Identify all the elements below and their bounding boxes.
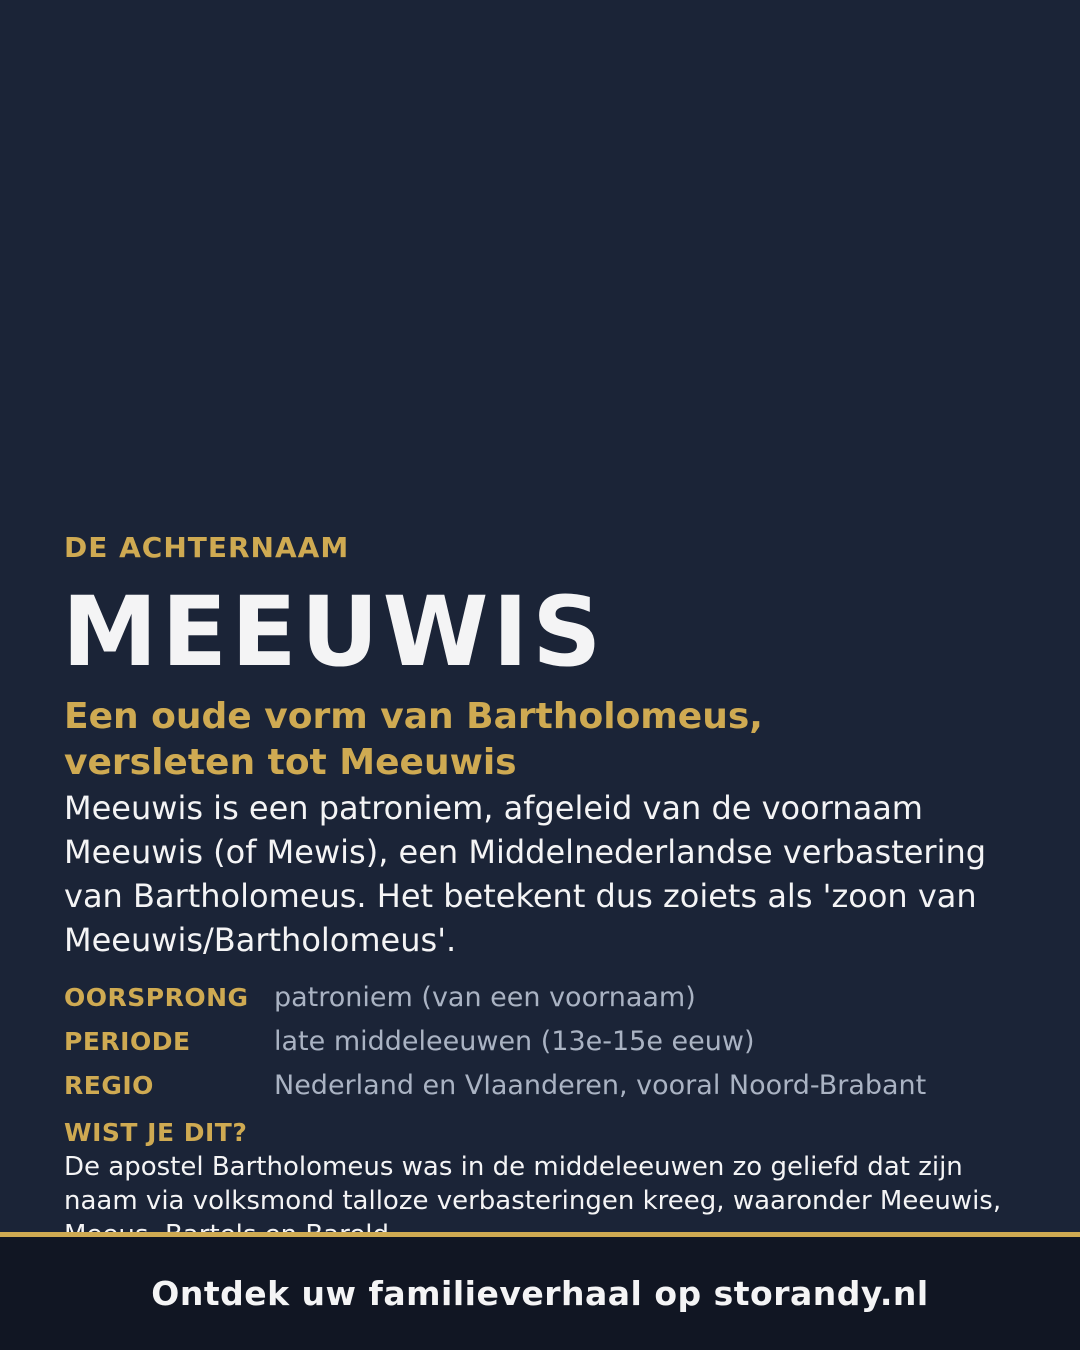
fact-value: patroniem (van een voornaam) [274, 982, 696, 1013]
fact-label: OORSPRONG [64, 983, 249, 1012]
eyebrow-label: DE ACHTERNAAM [64, 531, 350, 564]
fact-value: late middeleeuwen (13e-15e eeuw) [274, 1026, 755, 1057]
fact-value: Nederland en Vlaanderen, vooral Noord-Brabant [274, 1070, 927, 1101]
trivia-heading: WIST JE DIT? [64, 1118, 248, 1147]
fact-label: PERIODE [64, 1027, 191, 1056]
fact-label: REGIO [64, 1071, 154, 1100]
surname-description: Meeuwis is een patroniem, afgeleid van de voornaam Meeuwis (of Mewis), een Middelnederlandse verbastering van Bartholomeus. Het betekent dus zoiets als 'zoon van Meeuwis/Bartholomeus'. [64, 789, 987, 959]
footer-bar [0, 1237, 1080, 1350]
fact-row-origin [64, 982, 1024, 1026]
fact-row-region [64, 1070, 1024, 1114]
surname-subtitle: Een oude vorm van Bartholomeus, versleten tot Meeuwis [64, 696, 763, 783]
trivia-body: De apostel Bartholomeus was in de middeleeuwen zo geliefd dat zijn naam via volksmond talloze verbasteringen kreeg, waaronder Meeuwis, [64, 1152, 1002, 1216]
surname-title: MEEUWIS [62, 576, 606, 688]
facts-list [64, 982, 1024, 1114]
footer-cta-text: Ontdek uw familieverhaal op storandy.nl [151, 1274, 929, 1313]
card-content [64, 530, 1024, 1252]
fact-row-period [64, 1026, 1024, 1070]
